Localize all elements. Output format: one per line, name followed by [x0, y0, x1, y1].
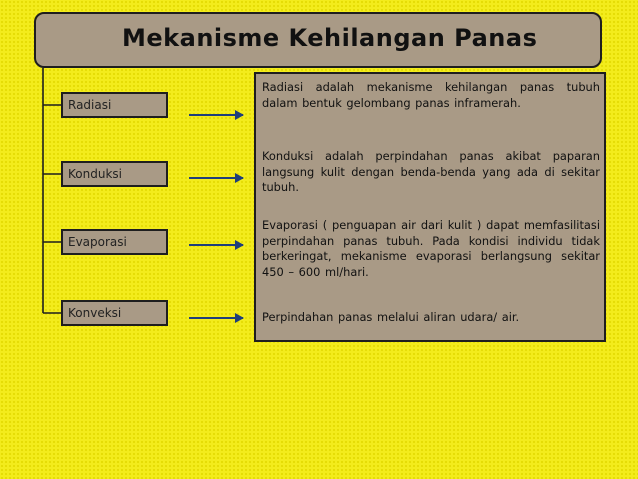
title-box: [34, 12, 602, 68]
description-konduksi: Konduksi adalah perpindahan panas akibat paparan langsung kulit dengan benda-benda yang ada di sekitar tubuh.: [262, 149, 600, 194]
label-evaporasi: Evaporasi: [61, 229, 168, 255]
description-konveksi: Perpindahan panas melalui aliran udara/ air.: [262, 310, 520, 324]
label-konveksi: Konveksi: [61, 300, 168, 326]
page-title: Mekanisme Kehilangan Panas: [122, 24, 538, 52]
label-radiasi: Radiasi: [61, 92, 168, 118]
label-konduksi: Konduksi: [61, 161, 168, 187]
description-evaporasi: Evaporasi ( penguapan air dari kulit ) dapat memfasilitasi perpindahan panas tubuh. Pada kondisi individu tidak berkeringat, mekanisme evaporasi berlangsung sekitar 450 – 600 ml/hari.: [262, 218, 600, 279]
description-box: [254, 72, 606, 342]
description-radiasi: Radiasi adalah mekanisme kehilangan panas tubuh dalam bentuk gelombang panas inframerah.: [262, 80, 600, 110]
